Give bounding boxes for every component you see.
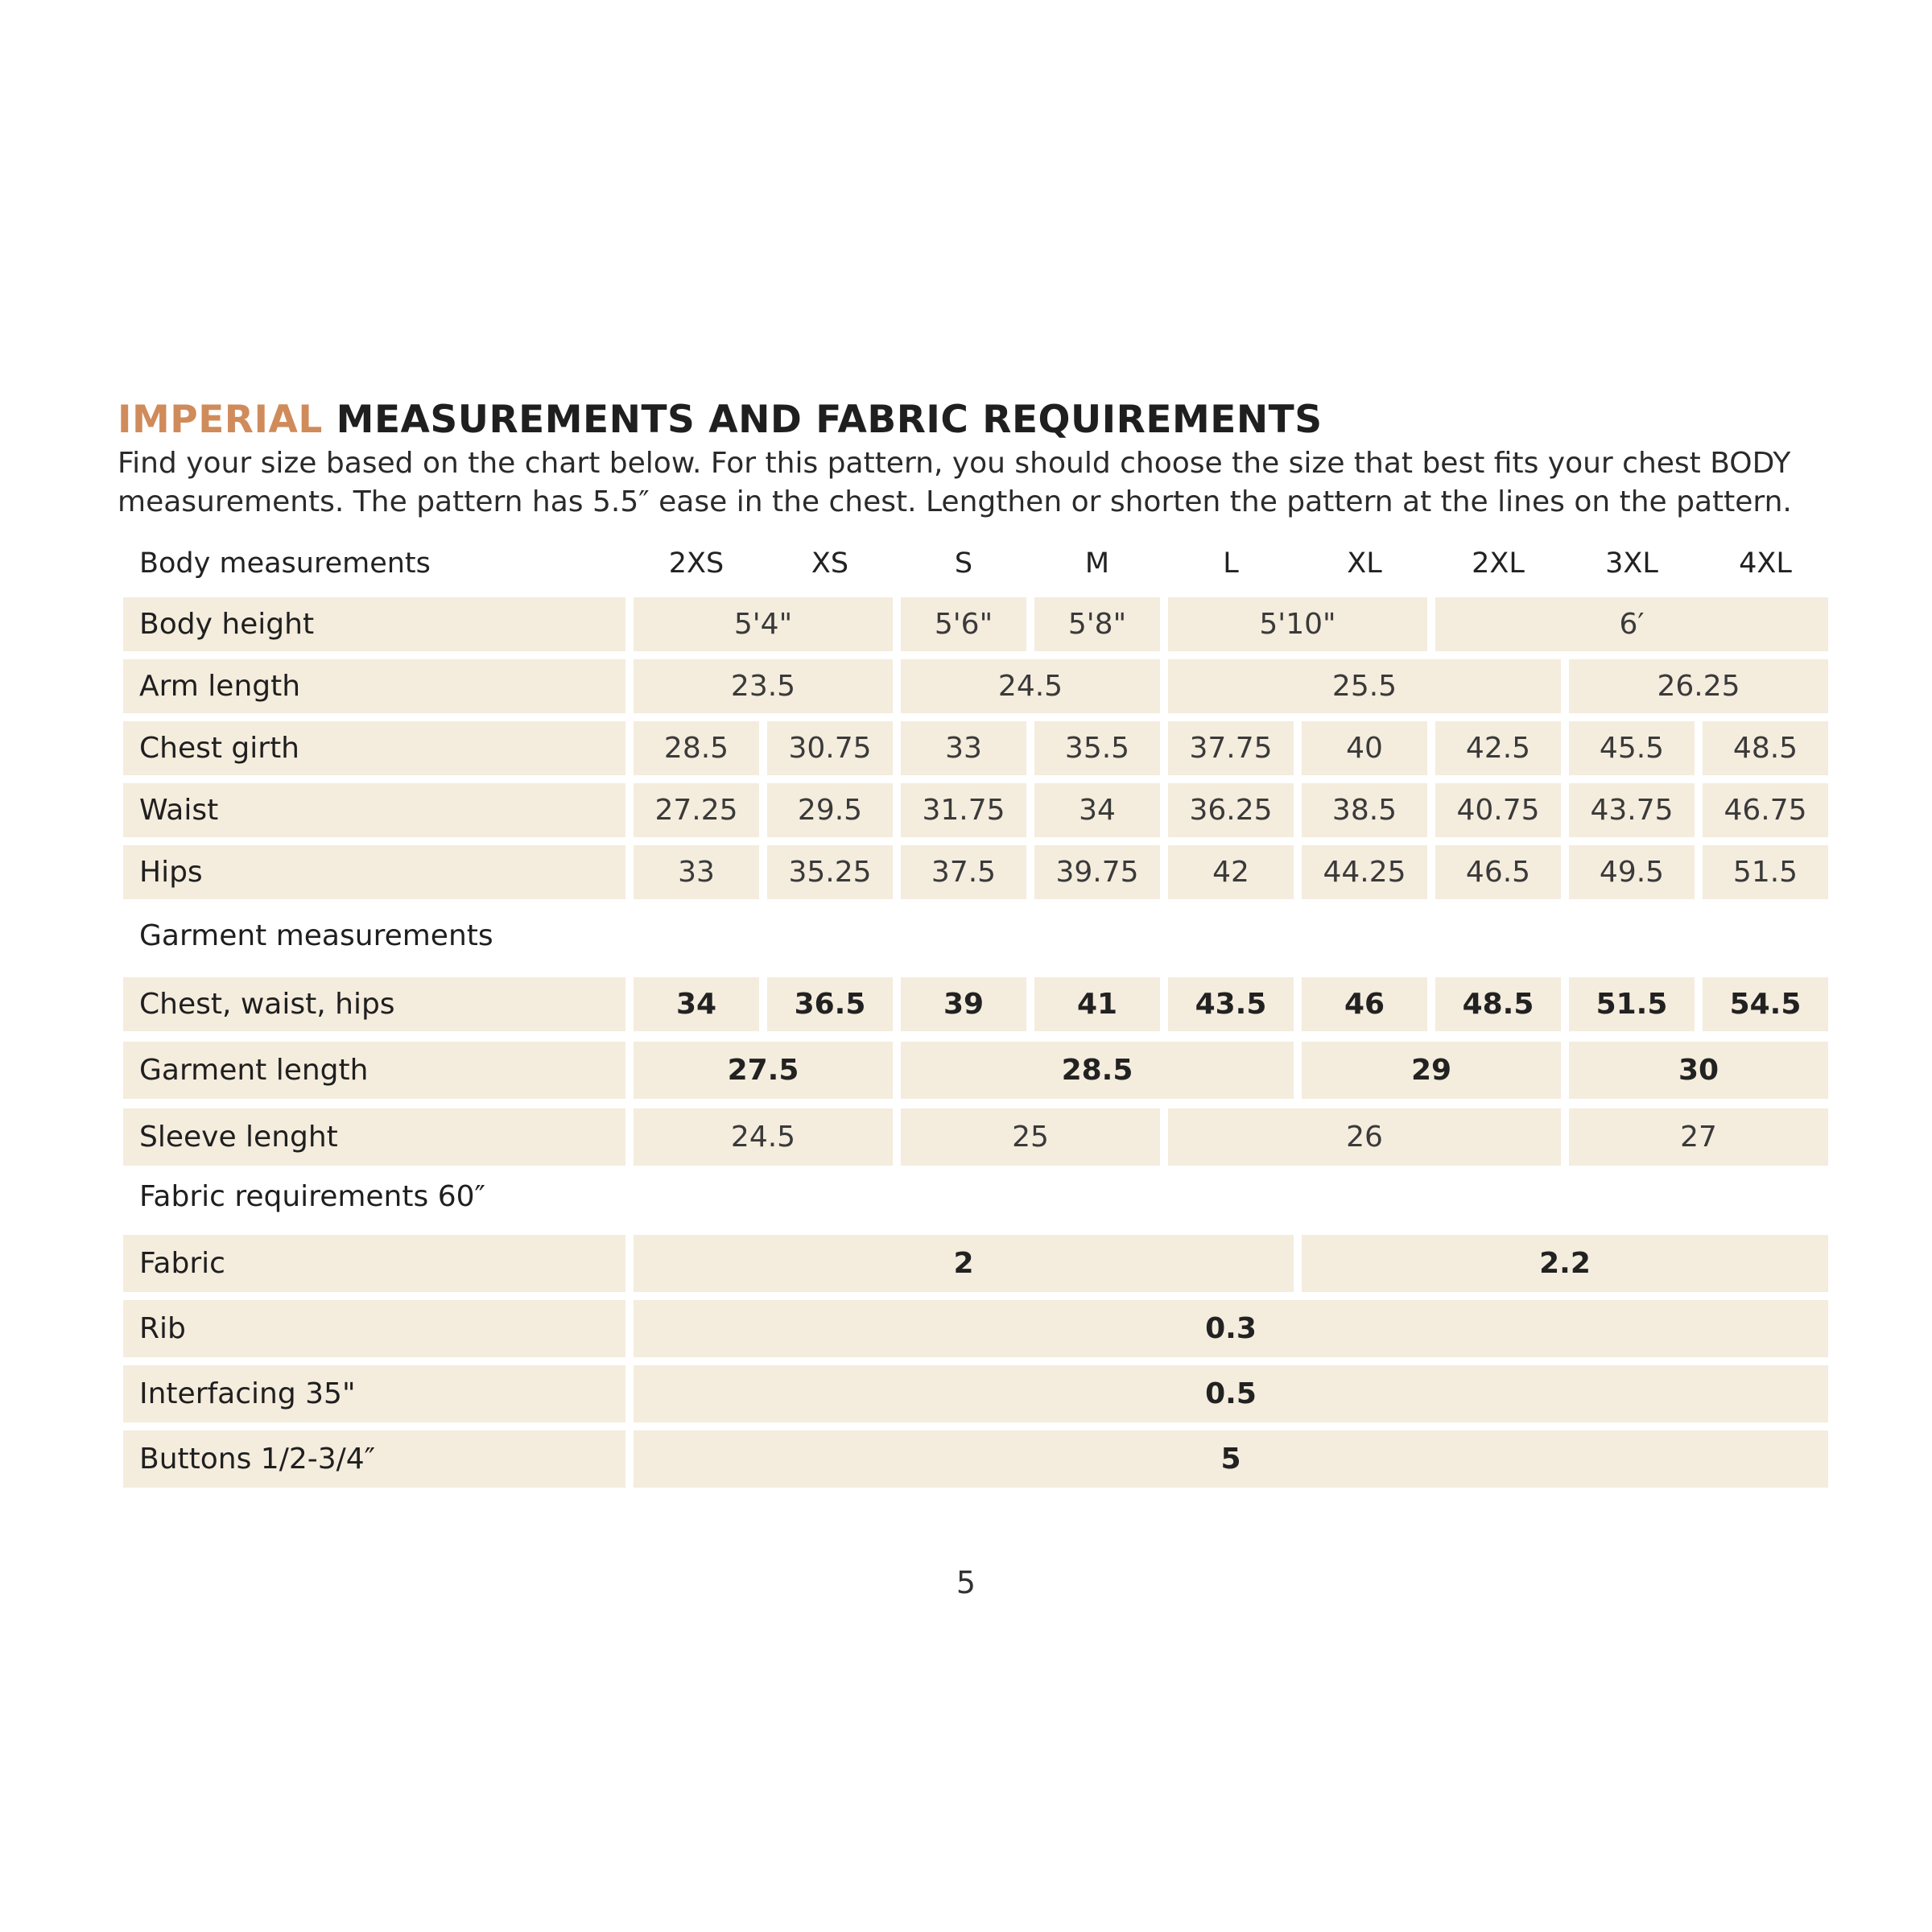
size-header: 3XL	[1605, 547, 1658, 580]
table-cell: 54.5	[1703, 977, 1828, 1031]
table-cell: 28.5	[634, 721, 759, 775]
table-cell: 49.5	[1569, 845, 1695, 899]
size-header: S	[954, 547, 973, 580]
row-label: Rib	[123, 1300, 625, 1357]
size-header-row	[123, 543, 1818, 584]
table-cell: 30	[1569, 1042, 1828, 1099]
table-cell: 5	[634, 1430, 1828, 1488]
row-label: Body height	[123, 597, 625, 651]
table-row-buttons	[123, 1430, 1818, 1488]
row-label: Waist	[123, 783, 625, 837]
table-cell: 46.75	[1703, 783, 1828, 837]
table-cell: 33	[634, 845, 759, 899]
row-label: Chest, waist, hips	[123, 977, 625, 1031]
table-cell: 48.5	[1703, 721, 1828, 775]
table-cell: 31.75	[901, 783, 1026, 837]
intro-text	[118, 444, 1848, 522]
table-cell: 0.5	[634, 1365, 1828, 1422]
intro-line-2: measurements. The pattern has 5.5″ ease in the chest. Lengthen or shorten the pattern at the lines on the pattern.	[118, 485, 1792, 518]
table-cell: 41	[1034, 977, 1160, 1031]
table-cell: 23.5	[634, 659, 893, 713]
size-header: 2XL	[1472, 547, 1525, 580]
page-number: 5	[956, 1565, 976, 1600]
table-cell: 26	[1168, 1108, 1561, 1166]
size-header: XS	[811, 547, 849, 580]
table-cell: 51.5	[1569, 977, 1695, 1031]
table-cell: 44.25	[1302, 845, 1427, 899]
table-cell: 27.25	[634, 783, 759, 837]
table-row-garment-chest-waist-hips	[123, 977, 1818, 1031]
table-cell: 30.75	[767, 721, 893, 775]
table-cell: 51.5	[1703, 845, 1828, 899]
table-cell: 39.75	[1034, 845, 1160, 899]
row-label: Garment length	[123, 1042, 625, 1099]
table-row-interfacing	[123, 1365, 1818, 1422]
table-cell: 33	[901, 721, 1026, 775]
table-cell: 36.5	[767, 977, 893, 1031]
row-label: Arm length	[123, 659, 625, 713]
table-cell: 35.25	[767, 845, 893, 899]
table-cell: 26.25	[1569, 659, 1828, 713]
size-header: 2XS	[668, 547, 724, 580]
table-row-arm-length	[123, 659, 1818, 713]
table-cell: 40.75	[1435, 783, 1561, 837]
title-rest: MEASUREMENTS AND FABRIC REQUIREMENTS	[322, 398, 1323, 442]
header-label: Body measurements	[139, 547, 431, 580]
table-row-chest-girth	[123, 721, 1818, 775]
table-cell: 37.75	[1168, 721, 1294, 775]
size-header: L	[1223, 547, 1239, 580]
table-cell: 48.5	[1435, 977, 1561, 1031]
size-header: M	[1084, 547, 1110, 580]
table-cell: 43.5	[1168, 977, 1294, 1031]
intro-line-1: Find your size based on the chart below. For this pattern, you should choose the size that best fits your chest BODY	[118, 447, 1791, 480]
table-cell: 0.3	[634, 1300, 1828, 1357]
table-row-hips	[123, 845, 1818, 899]
table-row-fabric	[123, 1235, 1818, 1292]
table-cell: 5'6"	[901, 597, 1026, 651]
fabric-section-label: Fabric requirements 60″	[139, 1180, 485, 1213]
title-accent: IMPERIAL	[118, 398, 323, 442]
row-label: Chest girth	[123, 721, 625, 775]
table-cell: 2.2	[1302, 1235, 1828, 1292]
table-cell: 25.5	[1168, 659, 1561, 713]
row-label: Buttons 1/2-3/4″	[123, 1430, 625, 1488]
table-cell: 5'10"	[1168, 597, 1427, 651]
table-cell: 29.5	[767, 783, 893, 837]
table-cell: 46.5	[1435, 845, 1561, 899]
table-cell: 24.5	[634, 1108, 893, 1166]
table-cell: 27.5	[634, 1042, 893, 1099]
row-label: Hips	[123, 845, 625, 899]
table-cell: 42	[1168, 845, 1294, 899]
table-cell: 35.5	[1034, 721, 1160, 775]
row-label: Fabric	[123, 1235, 625, 1292]
table-cell: 6′	[1435, 597, 1828, 651]
table-cell: 34	[1034, 783, 1160, 837]
table-cell: 27	[1569, 1108, 1828, 1166]
table-cell: 34	[634, 977, 759, 1031]
table-cell: 45.5	[1569, 721, 1695, 775]
table-cell: 36.25	[1168, 783, 1294, 837]
table-cell: 46	[1302, 977, 1427, 1031]
row-label: Sleeve lenght	[123, 1108, 625, 1166]
page-title	[118, 398, 1323, 442]
table-cell: 39	[901, 977, 1026, 1031]
table-cell: 24.5	[901, 659, 1160, 713]
table-cell: 5'4"	[634, 597, 893, 651]
table-row-rib	[123, 1300, 1818, 1357]
size-header: 4XL	[1739, 547, 1792, 580]
table-row-body-height	[123, 597, 1818, 651]
row-label: Interfacing 35"	[123, 1365, 625, 1422]
table-cell: 43.75	[1569, 783, 1695, 837]
table-cell: 25	[901, 1108, 1160, 1166]
table-cell: 38.5	[1302, 783, 1427, 837]
table-cell: 28.5	[901, 1042, 1294, 1099]
garment-section-label: Garment measurements	[139, 919, 493, 952]
size-header: XL	[1347, 547, 1382, 580]
table-cell: 37.5	[901, 845, 1026, 899]
table-cell: 5'8"	[1034, 597, 1160, 651]
table-row-sleeve-length	[123, 1108, 1818, 1166]
table-row-garment-length	[123, 1042, 1818, 1099]
table-cell: 40	[1302, 721, 1427, 775]
table-cell: 42.5	[1435, 721, 1561, 775]
table-cell: 2	[634, 1235, 1294, 1292]
table-row-waist	[123, 783, 1818, 837]
table-cell: 29	[1302, 1042, 1561, 1099]
